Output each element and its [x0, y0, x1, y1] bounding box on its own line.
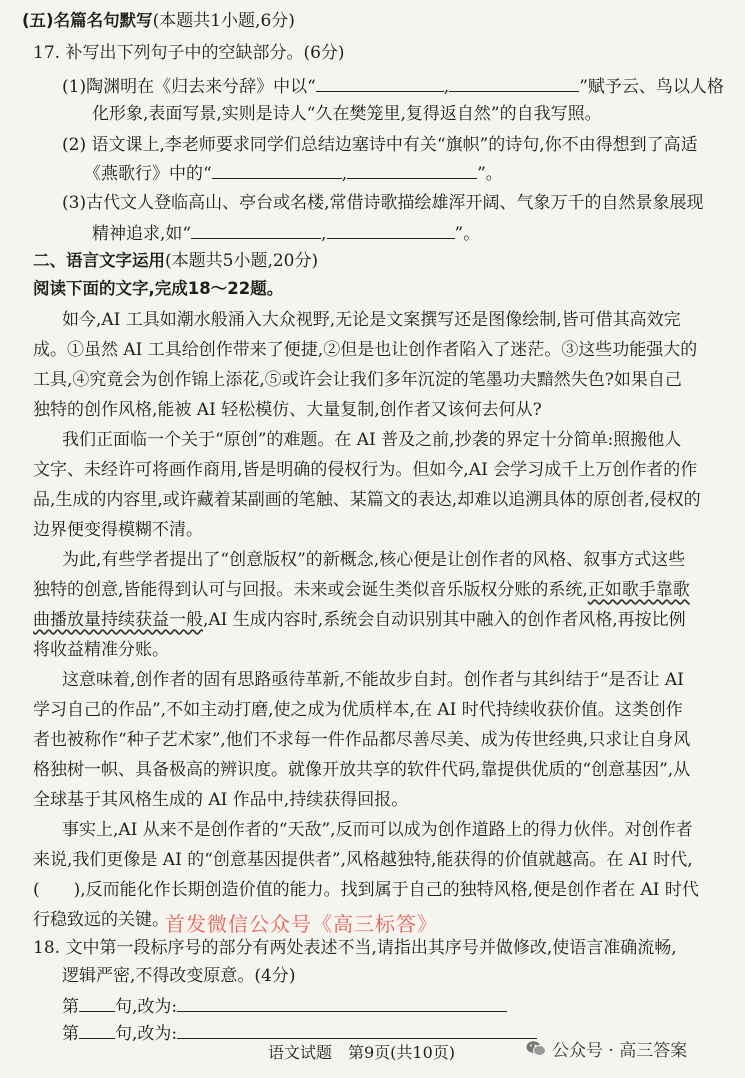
- answer-blank[interactable]: [347, 162, 477, 179]
- answer-blank[interactable]: [449, 75, 579, 92]
- q17-item1-text-a: (1)陶渊明在《归去来兮辞》中以“: [62, 77, 316, 97]
- p2-line: 边界便变得模糊不清。: [33, 520, 203, 540]
- revision-blank[interactable]: [177, 1022, 537, 1039]
- sentence-number-blank[interactable]: [79, 1022, 115, 1039]
- section-2-note: (本题共5小题,20分): [165, 251, 319, 271]
- sentence-number-blank[interactable]: [79, 995, 115, 1012]
- p3-wavy-underlined-text: 正如歌手靠歌: [587, 580, 690, 600]
- p4-line: 全球基于其风格生成的 AI 作品中,持续获得回报。: [33, 790, 409, 810]
- p1-line: 独特的创作风格,能被 AI 轻松模仿、大量复制,创作者又该何去何从?: [33, 400, 542, 420]
- p5-line: ( ),反而能化作长期创造价值的能力。找到属于自己的独特风格,便是创作者在 AI 时代: [33, 880, 699, 900]
- p3-text: ,AI 生成内容时,系统会自动识别其中融入的创作者风格,再按比例: [203, 610, 686, 630]
- q18-answer-row: [62, 995, 507, 1018]
- p4-line: 学习自己的作品”,不如主动打磨,使之成为优质样本,在 AI 时代持续收获价值。这类创作: [33, 700, 683, 720]
- q17-item1-text-c: ”赋予云、鸟以人格: [579, 77, 724, 97]
- q17-item2-comma: ,: [341, 164, 348, 184]
- q17-item2-text-d: ”。: [477, 164, 503, 184]
- q17-item1-comma: ,: [443, 77, 450, 97]
- q17-item1-line2: 化形象,表面写景,实则是诗人“久在樊笼里,复得返自然”的自我写照。: [92, 104, 602, 124]
- q17-item3-line1: (3)古代文人登临高山、亭台或名楼,常借诗歌描绘雄浑开阔、气象万千的自然景象展现: [62, 193, 704, 213]
- q17-item2-line2: [84, 162, 503, 185]
- section-5-note: (本题共1小题,6分): [152, 11, 295, 31]
- watermark: 首发微信公众号《高三标答》: [165, 912, 438, 936]
- answer-blank[interactable]: [327, 222, 455, 239]
- p3-wavy-underlined-text: 曲播放量持续获益一般: [33, 610, 203, 630]
- q18-di-label: 第: [62, 1024, 79, 1044]
- p3-text: 独特的创意,皆能得到认可与回报。未来或会诞生类似音乐版权分账的系统,: [33, 580, 588, 600]
- p1-line: 工具,④究竟会为创作锦上添花,⑤或许会让我们多年沉淀的笔墨功夫黯然失色?如果自己: [33, 370, 682, 390]
- answer-blank[interactable]: [191, 222, 321, 239]
- q17-item2-text-b: 《燕歌行》中的“: [84, 164, 212, 184]
- q18-line2: 逻辑严密,不得改变原意。(4分): [62, 966, 296, 986]
- p4-line: 格独树一帜、具备极高的辨识度。就像开放共享的软件代码,靠提供优质的“创意基因”,从: [33, 760, 691, 780]
- q17-item1-line1: [62, 75, 724, 98]
- q18-change-label: 句,改为:: [115, 1024, 178, 1044]
- p3-line: 为此,有些学者提出了“创意版权”的新概念,核心便是让创作者的风格、叙事方式这些: [62, 550, 686, 570]
- section-5-heading: [22, 10, 295, 32]
- q18-line1: 18. 文中第一段标序号的部分有两处表述不当,请指出其序号并做修改,使语言准确流畅,: [33, 938, 677, 958]
- p4-line: 这意味着,创作者的固有思路亟待革新,不能故步自封。创作者与其纠结于“是否让 AI: [62, 670, 684, 690]
- q18-change-label: 句,改为:: [115, 997, 178, 1017]
- q17-item3-line2: [92, 222, 480, 245]
- p1-line: 成。①虽然 AI 工具给创作带来了便捷,②但是也让创作者陷入了迷茫。③这些功能强大的: [33, 340, 698, 360]
- p5-line: 来说,我们更像是 AI 的“创意基因提供者”,风格越独特,能获得的价值就越高。在 AI 时代,: [33, 850, 693, 870]
- q17-item3-text-d: ”。: [454, 224, 481, 244]
- p5-line: 事实上,AI 从来不是创作者的“天敌”,反而可以成为创作道路上的得力伙伴。对创作者: [62, 820, 693, 840]
- account-brand-text: 公众号 · 高三答案: [552, 1041, 688, 1061]
- p3-line: [33, 609, 686, 631]
- account-brand: [526, 1036, 687, 1061]
- p4-line: 者也被称作“种子艺术家”,他们不求每一件作品都尽善尽美、成为传世经典,只求让自身风: [33, 730, 691, 750]
- q17-item3-text-b: 精神追求,如“: [92, 224, 192, 244]
- page-footer: 语文试题 第9页(共10页): [268, 1043, 456, 1062]
- q18-di-label: 第: [62, 997, 79, 1017]
- revision-blank[interactable]: [177, 995, 507, 1012]
- p2-line: 品,生成的内容里,或许藏着某副画的笔触、某篇文的表达,却难以追溯具体的原创者,侵权的: [33, 490, 701, 510]
- q17-title: 17. 补写出下列句子中的空缺部分。(6分): [33, 43, 345, 63]
- p3-line: 将收益精准分账。: [33, 640, 169, 660]
- p2-line: 文字、未经许可将画作商用,皆是明确的侵权行为。但如今,AI 会学习成千上万创作者的作: [33, 460, 698, 480]
- section-2-title: 二、语言文字运用: [33, 251, 165, 270]
- section-5-title: (五)名篇名句默写: [22, 11, 153, 30]
- answer-blank[interactable]: [316, 75, 444, 92]
- q17-item2-line1: (2) 语文课上,李老师要求同学们总结边塞诗中有关“旗帜”的诗句,你不由得想到了高适: [62, 135, 698, 155]
- answer-blank[interactable]: [212, 162, 342, 179]
- p1-line: 如今,AI 工具如潮水般涌入大众视野,无论是文案撰写还是图像绘制,皆可借其高效完: [62, 310, 681, 330]
- p3-line: [33, 579, 690, 601]
- p2-line: 我们正面临一个关于“原创”的难题。在 AI 普及之前,抄袭的界定十分简单:照搬他人: [62, 430, 682, 450]
- q17-item3-comma: ,: [321, 224, 327, 244]
- p5-line: 行稳致远的关键。: [33, 910, 169, 930]
- section-2-heading: [33, 250, 318, 272]
- reading-instruction: 阅读下面的文字,完成18～22题。: [33, 279, 284, 298]
- wechat-icon: [526, 1040, 546, 1057]
